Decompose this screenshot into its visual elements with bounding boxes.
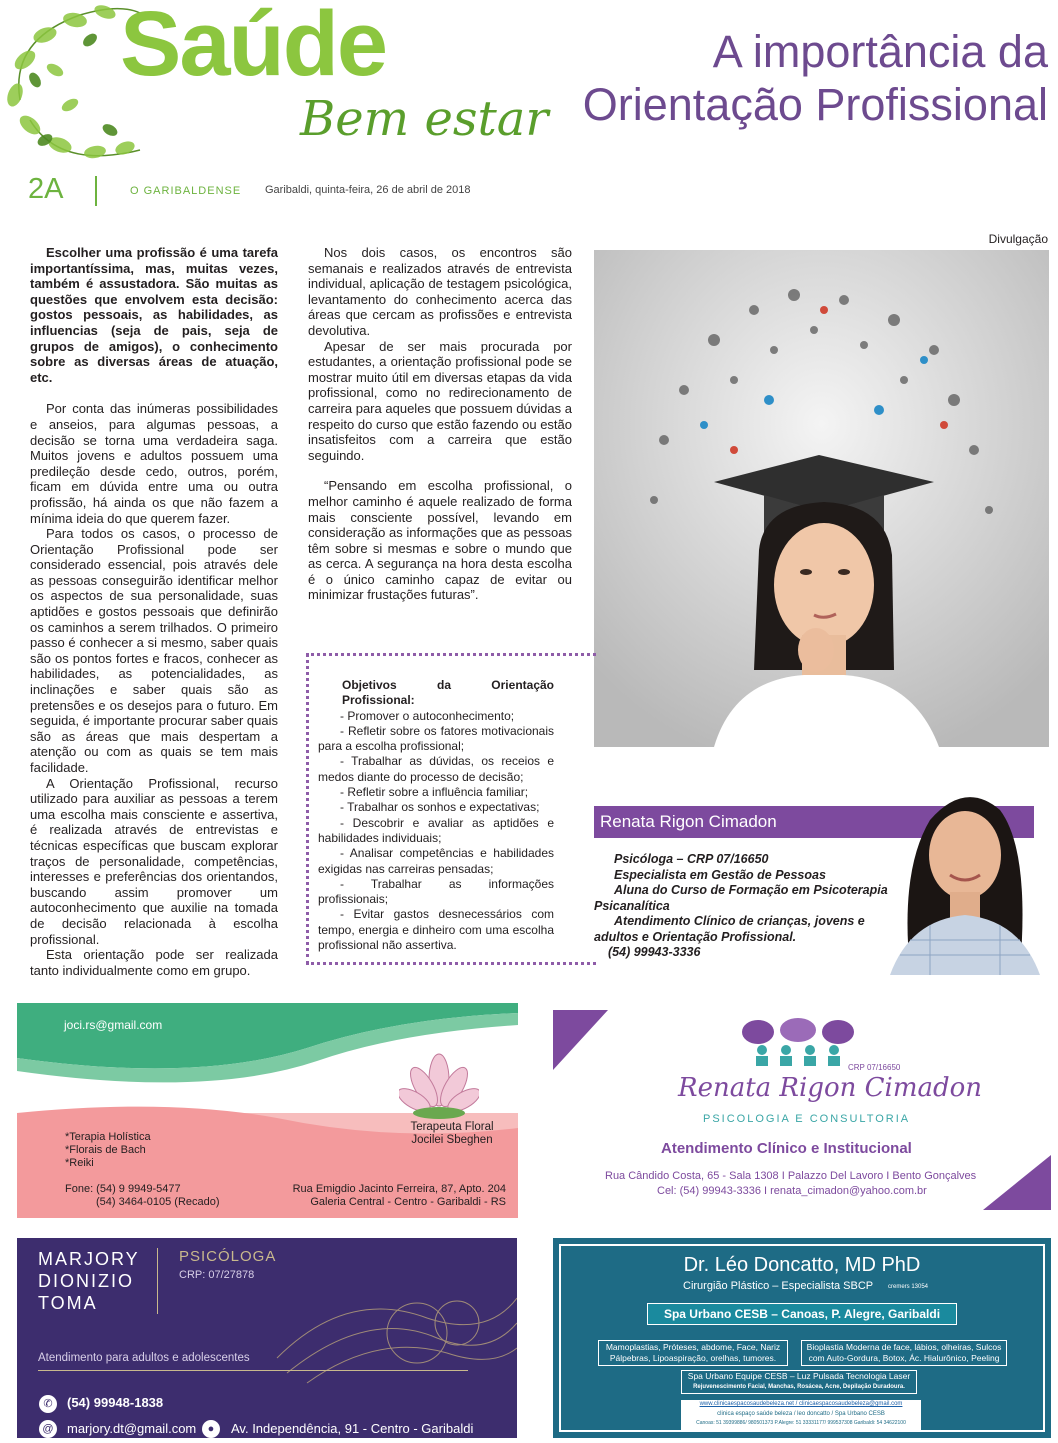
ad-terapeuta-floral[interactable] xyxy=(17,1003,518,1218)
masthead-divider xyxy=(95,176,97,206)
ad1-address-line: Rua Emigdio Jacinto Ferreira, 87, Apto. 204 xyxy=(292,1183,506,1195)
ad4-crm: cremers 13054 xyxy=(888,1284,929,1290)
article-paragraph: Nos dois casos, os encontros são semanais e realizados através de entrevista individual, aplicação de testagem psicológica, levantamento do conhecimento acerca das áreas que cercam as profissões e entrevista devolutiva. xyxy=(308,245,572,338)
section-title: Saúde xyxy=(120,0,387,95)
people-speech-icon xyxy=(738,1018,858,1068)
author-line: Especialista em Gestão de Pessoas xyxy=(614,867,826,882)
author-line: Aluna do Curso de Formação em Psicoterapia Psicanalítica xyxy=(594,883,888,913)
objective-item: - Analisar competências e habilidades exigidas nas carreiras pensadas; xyxy=(318,846,554,876)
ad2-contact[interactable]: Cel: (54) 99943-3336 I renata_cimadon@yahoo.com.br xyxy=(657,1185,927,1197)
ad3-name xyxy=(38,1248,140,1314)
ad2-address: Rua Cândido Costa, 65 - Sala 1308 I Palazzo Del Lavoro I Bento Gonçalves xyxy=(605,1170,977,1182)
ad-renata-psicologia[interactable] xyxy=(553,1010,1051,1210)
ad4-services-left: Mamoplastias, Próteses, abdome, Face, Nariz Pálpebras, Lipoaspiração, orelhas, tumores. xyxy=(598,1340,788,1366)
objective-item: - Trabalhar as informações profissionais; xyxy=(318,876,554,907)
ad4-subtitle: Cirurgião Plástico – Especialista SBCP xyxy=(683,1280,874,1292)
ad3-phone[interactable]: (54) 99948-1838 xyxy=(67,1395,164,1410)
author-name: Renata Rigon Cimadon xyxy=(600,812,777,831)
article-paragraph: Por conta das inúmeras possibilidades e anseios, para algumas pessoas, a decisão se torna uma verdadeira saga. Muitos jovens e adultos possuem uma predileção desde cedo, outros, porém, ficam em dúvida entre uma ou outra profissão, há ainda os que não fazem a mínima ideia do que querem fazer. xyxy=(30,401,278,526)
ad4-spa: Spa Urbano CESB – Canoas, P. Alegre, Garibaldi xyxy=(647,1303,957,1325)
ad3-name-line: MARJORY xyxy=(38,1249,140,1269)
ad3-rule xyxy=(38,1370,468,1371)
objective-item: - Refletir sobre a influência familiar; xyxy=(340,785,529,800)
objective-item: - Evitar gastos desnecessários com tempo, energia e dinheiro com uma escolha profissional não assertiva. xyxy=(318,907,554,953)
ad4-equipe-line: Rejuvenescimento Facial, Manchas, Rosácea, Acne, Depilação Duradoura. xyxy=(693,1384,905,1390)
ad4-equipe-line: Spa Urbano Equipe CESB – Luz Pulsada Tecnologia Laser xyxy=(687,1371,911,1381)
whatsapp-icon: ✆ xyxy=(39,1395,57,1413)
objective-item: - Promover o autoconhecimento; xyxy=(340,708,515,723)
article-paragraph: Esta orientação pode ser realizada tanto individualmente como em grupo. xyxy=(30,947,278,978)
ad4-social: clinica espaço saúde beleza / leo doncatto / Spa Urbano CESB xyxy=(717,1410,885,1417)
ad1-phone[interactable]: Fone: (54) 9 9949-5477 xyxy=(65,1183,181,1195)
ad3-name-line: TOMA xyxy=(38,1293,98,1313)
objectives-box xyxy=(318,678,554,953)
headline-line-1: A importância da xyxy=(712,26,1048,77)
ad1-service: *Reiki xyxy=(65,1157,94,1169)
ad3-name-line: DIONIZIO xyxy=(38,1271,134,1291)
author-credentials xyxy=(594,852,894,961)
article-photo xyxy=(594,250,1049,747)
dateline: Garibaldi, quinta-feira, 26 de abril de 2018 xyxy=(265,184,471,196)
objective-item: - Trabalhar as dúvidas, os receios e medos diante do processo de decisão; xyxy=(318,754,554,784)
article-lead: Escolher uma profissão é uma tarefa importantíssima, mas, muitas vezes, também é assustadora. São muitas as questões que envolvem esta decisão: gostos pessoais, as habilidades, as influencias (seja de pais, seja de grupos de amigos), o conhecimento sobre as diversas áreas de atuação, etc. xyxy=(30,245,278,385)
ad1-phones xyxy=(65,1183,220,1209)
objective-item: - Trabalhar os sonhos e expectativas; xyxy=(340,800,540,815)
author-phone: (54) 99943-3336 xyxy=(608,945,701,959)
page-number: 2A xyxy=(28,173,64,205)
ad1-email[interactable]: joci.rs@gmail.com xyxy=(64,1018,163,1032)
ad3-crp: CRP: 07/27878 xyxy=(179,1269,255,1281)
lotus-icon xyxy=(399,1045,479,1125)
photo-credit: Divulgação xyxy=(988,232,1048,246)
author-photo xyxy=(870,770,1050,975)
objectives-title: Objetivos da Orientação Profissional: xyxy=(342,678,554,708)
author-line: Atendimento Clínico de crianças, jovens e adultos e Orientação Profissional. xyxy=(594,914,865,944)
headline-line-2: Orientação Profissional xyxy=(582,79,1048,131)
ad3-role: PSICÓLOGA xyxy=(179,1248,277,1265)
ad1-title-line: Terapeuta Floral xyxy=(410,1121,494,1133)
objective-item: - Refletir sobre os fatores motivacionais para a escolha profissional; xyxy=(318,723,554,754)
article-paragraph: A Orientação Profissional, recurso utilizado para auxiliar as pessoas a terem uma escolha mais consciente e assertiva, é realizada através de entrevistas e técnicas específicas que buscam explorar traços de personalidade, competências, interesses e preferências dos orientandos, buscando assim promover um autoconhecimento que auxilie na tomada de decisão relacionada à escolha profissional. xyxy=(30,775,278,947)
location-pin-icon: ● xyxy=(202,1420,220,1438)
section-subtitle: Bem estar xyxy=(300,91,549,147)
objective-item: - Descobrir e avaliar as aptidões e habilidades individuais; xyxy=(318,815,554,845)
email-icon: @ xyxy=(39,1420,57,1438)
ad3-address: Av. Independência, 91 - Centro - Garibaldi xyxy=(231,1421,474,1436)
article-column-1 xyxy=(30,245,278,978)
ad1-service: *Terapia Holística xyxy=(65,1131,151,1143)
ad1-title-line: Jocilei Sbeghen xyxy=(411,1134,493,1146)
ad4-services-right: Bioplastia Moderna de face, lábios, olheiras, Sulcos com Auto-Gordura, Botox, Ác. Hialurônico, Peeling xyxy=(801,1340,1007,1366)
ad-marjory-psicologa[interactable] xyxy=(17,1238,517,1438)
article-paragraph: Apesar de ser mais procurada por estudantes, a orientação profissional pode se mostrar muito útil em diversas etapas da vida profissional, como no redirecionamento de carreira para aqueles que possuem dúvidas a respeito do curso que estão fazendo ou estão insatisfeitos com a carreira que estão seguindo. xyxy=(308,338,572,463)
ad4-website-link[interactable]: www.clinicaespacosaudebeleza.net / clinicaespacosaudebeleza@gmail.com xyxy=(699,1401,903,1407)
ad4-contacts xyxy=(681,1400,921,1430)
ad3-tagline: Atendimento para adultos e adolescentes xyxy=(38,1352,250,1364)
ad4-equipe xyxy=(681,1370,917,1394)
ad1-phone[interactable]: (54) 3464-0105 (Recado) xyxy=(96,1196,220,1208)
author-line: Psicóloga – CRP 07/16650 xyxy=(614,852,769,866)
ad2-service: Atendimento Clínico e Institucional xyxy=(661,1140,912,1157)
ad2-crp: CRP 07/16650 xyxy=(848,1063,901,1072)
ad3-email[interactable]: marjory.dt@gmail.com xyxy=(67,1421,197,1436)
article-column-2 xyxy=(308,245,572,603)
ad-dr-leo-doncatto[interactable] xyxy=(553,1238,1051,1438)
newspaper-name: O GARIBALDENSE xyxy=(130,185,242,197)
ad2-tagline: PSICOLOGIA E CONSULTORIA xyxy=(703,1113,911,1125)
objectives-list xyxy=(318,709,554,954)
ad1-address xyxy=(293,1183,506,1209)
ad1-service: *Florais de Bach xyxy=(65,1144,146,1156)
ad1-address-line: Galeria Central - Centro - Garibaldi - RS xyxy=(310,1196,506,1208)
ad1-title xyxy=(402,1121,502,1147)
ad4-name: Dr. Léo Doncatto, MD PhD xyxy=(683,1254,921,1276)
article-quote: “Pensando em escolha profissional, o melhor caminho é aquele realizado de forma mais consciente possível, levando em consideração as informações que as pessoas têm sobre si mesmas e sobre o mundo que as cerca. A segurança na hora desta escolha é o único caminho capaz de evitar ou minimizar frustações futuras”. xyxy=(308,478,572,603)
ad1-services xyxy=(65,1131,151,1170)
ad3-line-art xyxy=(267,1278,517,1388)
ad2-name: Renata Rigon Cimadon xyxy=(678,1073,983,1103)
ad3-divider xyxy=(157,1248,158,1314)
article-headline xyxy=(488,25,1048,131)
ad4-phones: Canoas: 51 39399886/ 980501373 P.Alegre: 51 33331177/ 999537308 Garibaldi: 54 34622100 xyxy=(696,1420,906,1426)
article-paragraph: Para todos os casos, o processo de Orientação Profissional pode ser considerado essencial, pois através dele as pessoas conseguirão identificar melhor os aspectos de sua personalidade, suas aptidões e gostos pessoais que definirão os caminhos a serem trilhados. O primeiro passo é conhecer a si mesmo, saber quais são os pontos fortes e fracos, conhecer as habilidades, as potencialidades, as inclinações e saber quais são as pretensões e os desejos para o futuro. Em seguida, é importante procurar saber quais são as áreas que mais despertam a atenção ou com as quais se tem mais facilidade. xyxy=(30,526,278,775)
